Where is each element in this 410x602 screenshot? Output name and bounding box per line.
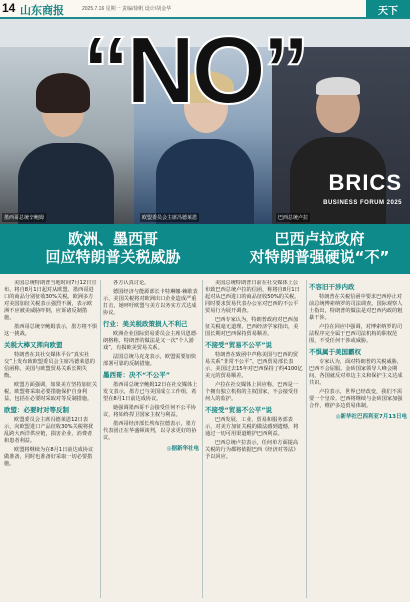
paragraph: 特朗普在其社交媒体平台“真实社交”上发布致欧盟委员会主席冯德莱恩的信函称，美国与欧盟贸易关系长期失衡。	[4, 352, 95, 379]
photo-caption: 巴西总统卢拉	[278, 215, 309, 221]
subheading: 关税大棒又挥向欧盟	[4, 341, 63, 349]
column-divider	[306, 280, 307, 598]
portrait-body	[18, 143, 114, 224]
headline-brazil: 巴西卢拉政府 对特朗普强硬说“不”	[249, 230, 390, 266]
paragraph: 墨西哥总统辛鲍姆表示，墨方将不惧这一挑战。	[4, 324, 97, 337]
paragraph: 墨西哥经济部长埃布拉德表示，墨方代表团正在华盛顿谈判，以寻求更好的协议。	[103, 421, 197, 441]
headline-europe-mexico: 欧洲、墨西哥 回应特朗普关税威胁	[45, 230, 181, 266]
paragraph: 特朗普在关税信函中要求巴西停止对前总统博索纳罗的司法调查。国际观察人士指出，特朗普的做法是对巴西内政的粗暴干涉。	[309, 294, 403, 321]
paragraph: 巴西专家认为，特朗普政府对巴西加征关税毫无道理。巴西经济学家指出，美国长期对巴西保持贸易顺差。	[205, 317, 299, 337]
masthead	[0, 0, 410, 19]
subheading: 墨西哥：决不“不公平”	[103, 371, 171, 379]
paragraph: 美国总统特朗普日前在社交媒体上公布致巴西总统卢拉的信函，称将自8月1日起对从巴西进口的商品征收50%的关税。同时要求贸易代表办公室对巴西的不公平贸易行为展开调查。	[205, 280, 300, 314]
section-tag: 天下	[366, 0, 410, 18]
paragraph: 德国经济与能源部长卡特琳娜·赖歇表示，美国关税将对欧洲出口企业造成严重打击，她呼吁欧盟与美方以务实方式达成协议。	[103, 289, 198, 316]
paragraph: 卢拉表示，世界已经改变，我们不需要一个皇帝。巴西将继续与金砖国家加强合作，维护多边贸易体制。	[309, 389, 403, 409]
paragraph: 欧盟委员会主席冯德莱恩12日表示，向欧盟进口产品征收30%关税将扰乱跨大西洋供应链，损害企业、消费者和患者利益。	[4, 417, 94, 444]
column-divider	[100, 280, 101, 598]
article-column-1	[4, 280, 97, 598]
subheading: 不容旧干涉内政	[309, 283, 355, 291]
big-no-headline: “NO”	[82, 19, 306, 124]
headline-band	[0, 224, 410, 274]
paragraph: 巴西总统卢拉表示，任何单方面提高关税的行为都将依据巴西《经济对等法》予以回应。	[205, 440, 299, 460]
paragraph: 法国总统马克龙表示，欧盟需要加快部署可靠的反制措施。	[103, 354, 197, 367]
byline: ◎新华社巴西利亚7月13日电	[335, 414, 407, 420]
page-number: 14	[2, 1, 16, 15]
issue-meta: 2025.7.16 星期一 责编/徐帆 设计/胡金华	[82, 6, 172, 12]
subheading: 欧盟：必要时对等反制	[4, 406, 69, 414]
subheading: 不惧属于美国霸权	[309, 348, 361, 356]
brics-logo-text: BRICS	[328, 170, 402, 195]
paragraph: 卢拉在回应中强调，对博索纳罗的司法程序完全属于巴西司法机构的职权范围，不受任何干涉或威胁。	[309, 324, 403, 344]
paragraph: 墨西哥总统辛鲍姆12日在社交媒体上发文表示，墨方已与美国成立工作组，希望在8月1日前达成协议。	[103, 382, 198, 402]
portrait-body	[156, 139, 254, 224]
hero-photo-collage	[0, 19, 410, 224]
paragraph: 美国总统特朗普当地时间7月12日宣布，将自8月1日起对从欧盟、墨西哥进口的商品分别征收30%关税。欧洲多方对美国加征关税表示强烈不满，表示欧洲不应被美威胁吓倒，应诉诸反制措施。	[4, 280, 97, 321]
brics-subtitle: BUSINESS FORUM 2025	[323, 200, 402, 206]
paragraph: 各方认真讨论。	[113, 280, 150, 286]
byline: ◎据新华社电	[166, 446, 199, 452]
article-column-2	[103, 280, 199, 598]
paragraph: 特朗普在致函中声称美国与巴西的贸易关系“非常不公平”。巴西贸易部长表示，美国过去15年对巴西保持了约4100亿美元的贸易顺差。	[205, 352, 303, 379]
paragraph: 巴西发展、工业、贸易和服务部表示，对美方加征关税的做法感到遗憾，将通过一切可用渠道维护巴西利益。	[205, 417, 299, 437]
paragraph: 欧盟方面强调，如果美方坚持加征关税，欧盟将采取必要措施保护自身利益，包括在必要时采取对等反制措施。	[4, 382, 97, 402]
portrait-hair	[316, 77, 360, 95]
article-column-4	[309, 280, 407, 598]
column-divider	[202, 280, 203, 598]
subheading: 行业：美关税政策损人不利己	[103, 320, 188, 328]
photo-caption: 墨西哥总统辛鲍姆	[4, 215, 45, 221]
paragraph: 专家认为，面对特朗普的关税威胁，巴西不会屈服。金砖国家领导人峰会期间，各国就反对单边主义和保护主义达成共识。	[309, 359, 403, 386]
paragraph: 卢拉在社交媒体上回应称，巴西是一个拥有独立机构的主权国家，不会接受任何人的监护。	[205, 382, 299, 402]
paper-name: 山东商报	[20, 5, 64, 17]
subheading: 不接受“贸易不公平”说	[205, 406, 273, 414]
photo-caption: 欧盟委员会主席冯德莱恩	[142, 215, 198, 221]
article-column-3	[205, 280, 303, 598]
paragraph: 她强调墨西哥不会接受任何不公平协议，将始终捍卫国家主权与利益。	[103, 405, 197, 418]
subheading: 不接受“贸易不公平”说	[205, 341, 273, 349]
paragraph: 欧洲企业国际贸易委员会主席贝恩德·朗格称，特朗普的做法是又一次“个人游戏”，有损欧美贸易关系。	[103, 331, 198, 351]
paragraph: 欧盟将继续为在8月1日前达成协议做准备，同时也准备好采取一切必要措施。	[4, 447, 94, 467]
